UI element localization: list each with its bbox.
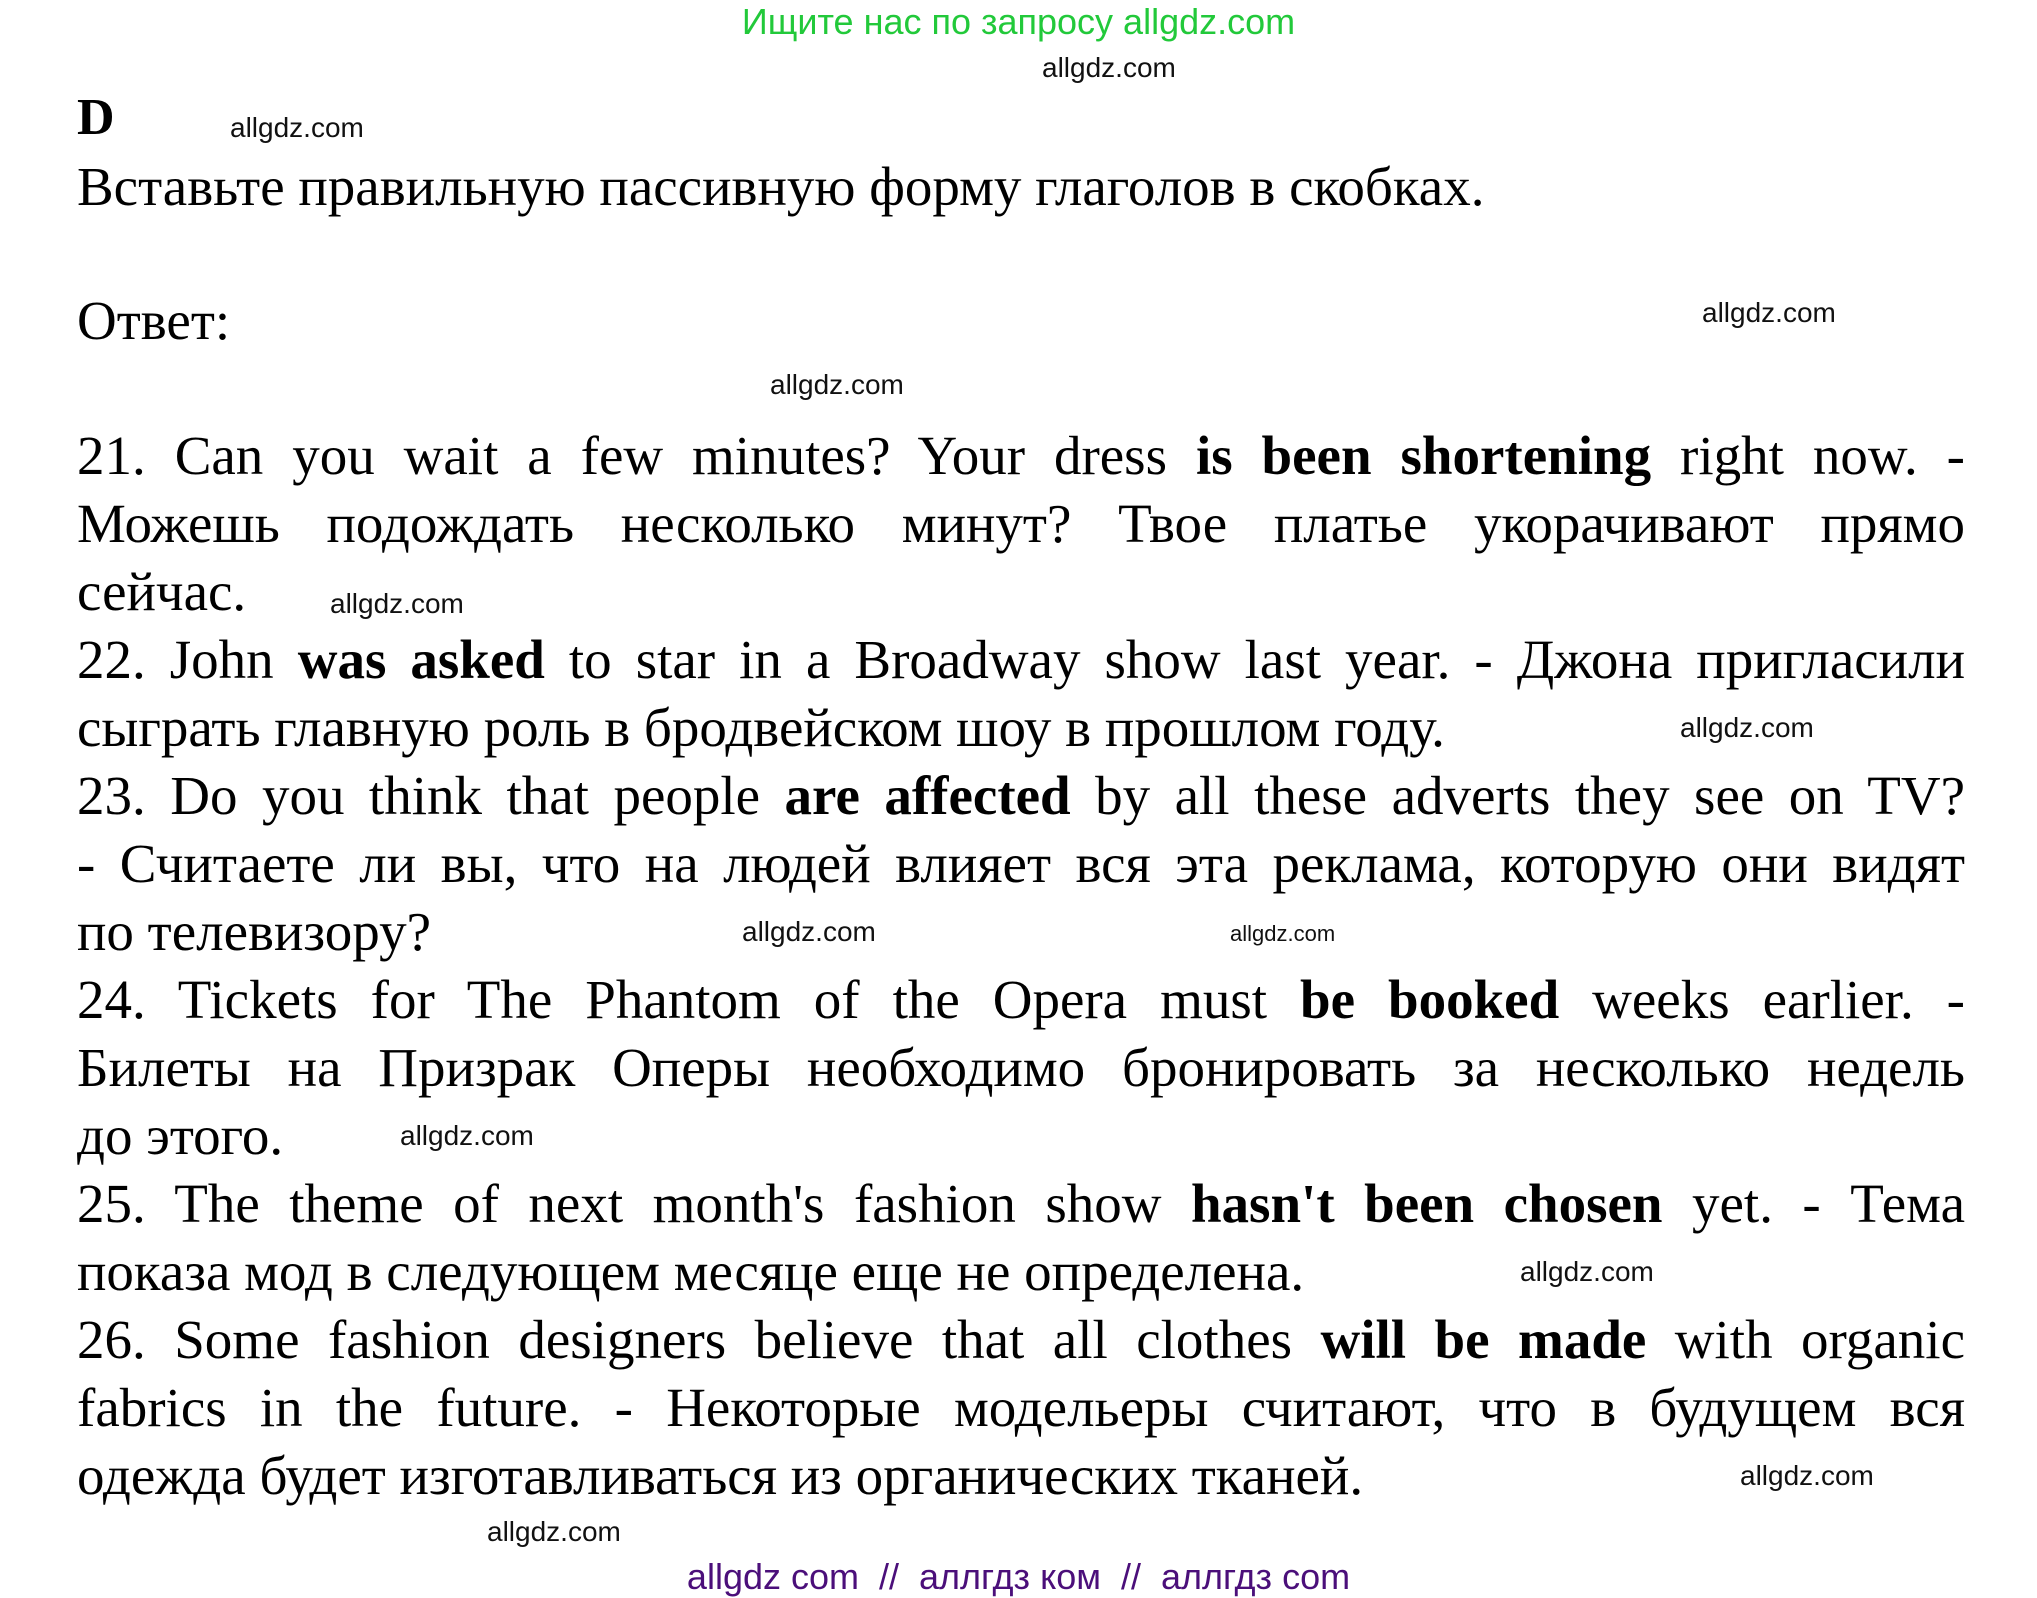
watermark: allgdz.com [1520, 1256, 1654, 1287]
search-banner: Ищите нас по запросу allgdz.com [741, 1, 1296, 42]
watermark: allgdz.com [230, 112, 364, 143]
passive-verb-answer: hasn't been chosen [1190, 1173, 1663, 1234]
answer-line [77, 1170, 1965, 1238]
passive-verb-answer: will be made [1320, 1309, 1647, 1370]
answer-text: 23. Do you think that people [77, 765, 785, 826]
answer-line [77, 1034, 1965, 1102]
watermark: allgdz.com [487, 1516, 621, 1547]
answer-line [77, 898, 1965, 966]
answer-line [77, 1374, 1965, 1442]
watermark: allgdz.com [1680, 712, 1814, 743]
answer-text: Можешь подождать несколько минут? Твое платье укорачивают прямо [77, 493, 1965, 554]
answer-text: до этого. [77, 1105, 284, 1166]
answer-item-25 [77, 1170, 1965, 1306]
watermark: allgdz.com [1702, 297, 1836, 328]
answer-line [77, 1442, 1965, 1510]
answer-text: 25. The theme of next month's fashion show [77, 1173, 1191, 1234]
answer-line [77, 422, 1965, 490]
answer-text: сейчас. [77, 561, 247, 622]
answer-line [77, 626, 1965, 694]
passive-verb-answer: was asked [297, 629, 545, 690]
watermark: allgdz.com [770, 369, 904, 400]
answer-text: по телевизору? [77, 901, 431, 962]
answer-text: right now. - [1651, 425, 1965, 486]
watermark: allgdz.com [1230, 921, 1336, 946]
passive-verb-answer: be booked [1300, 969, 1560, 1030]
footer-banner: allgdz com // аллгдз ком // аллгдз com [686, 1556, 1351, 1597]
answer-text: Билеты на Призрак Оперы необходимо бронировать за несколько недель [77, 1037, 1965, 1098]
answer-text: одежда будет изготавливаться из органических тканей. [77, 1445, 1364, 1506]
answer-line [77, 1238, 1965, 1306]
answer-text: сыграть главную роль в бродвейском шоу в прошлом году. [77, 697, 1445, 758]
answers-list [77, 422, 1965, 1510]
exercise-instruction: Вставьте правильную пассивную форму глаголов в скобках. [77, 156, 1485, 217]
watermark: allgdz.com [742, 916, 876, 947]
answer-text: weeks earlier. - [1559, 969, 1965, 1030]
answer-text: 22. John [77, 629, 298, 690]
answer-line [77, 1306, 1965, 1374]
answer-text: fabrics in the future. - Некоторые модельеры считают, что в будущем вся [77, 1377, 1965, 1438]
exercise-heading: D [77, 89, 115, 146]
answer-text: to star in a Broadway show last year. - Джона пригласили [544, 629, 1965, 690]
answer-item-24 [77, 966, 1965, 1170]
answer-text: показа мод в следующем месяце еще не определена. [77, 1241, 1305, 1302]
answer-label: Ответ: [77, 290, 231, 351]
watermark: allgdz.com [1042, 52, 1176, 83]
watermark: allgdz.com [330, 588, 464, 619]
answer-text: yet. - Тема [1662, 1173, 1965, 1234]
answer-line [77, 762, 1965, 830]
watermark: allgdz.com [1740, 1460, 1874, 1491]
answer-text: with organic [1646, 1309, 1965, 1370]
answer-text: 21. Can you wait a few minutes? Your dress [77, 425, 1196, 486]
answer-line [77, 490, 1965, 558]
answer-text: 24. Tickets for The Phantom of the Opera must [77, 969, 1301, 1030]
answer-text: by all these adverts they see on TV? [1070, 765, 1965, 826]
answer-text: 26. Some fashion designers believe that all clothes [77, 1309, 1321, 1370]
answer-line [77, 1102, 1965, 1170]
answer-line [77, 830, 1965, 898]
watermark: allgdz.com [400, 1120, 534, 1151]
answer-text: - Считаете ли вы, что на людей влияет вся эта реклама, которую они видят [77, 833, 1965, 894]
passive-verb-answer: is been shortening [1195, 425, 1652, 486]
answer-line [77, 966, 1965, 1034]
answer-item-26 [77, 1306, 1965, 1510]
answer-item-23 [77, 762, 1965, 966]
passive-verb-answer: are affected [784, 765, 1071, 826]
